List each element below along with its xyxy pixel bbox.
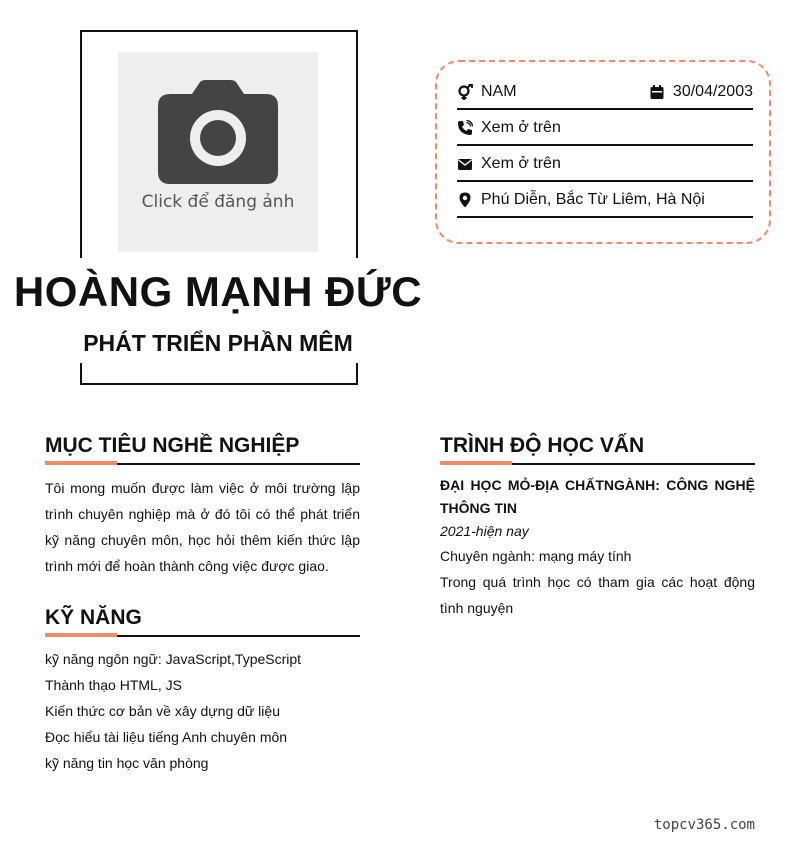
avatar-frame-bottom [80,363,358,385]
objective-title: MỤC TIÊU NGHỀ NGHIỆP [45,434,300,457]
job-title: PHÁT TRIỂN PHẦN MÊM [83,330,353,356]
footer-watermark: topcv365.com [653,817,755,833]
birthdate-value: 30/04/2003 [672,83,753,100]
address-row [457,184,753,218]
email-value: Xem ở trên [481,155,561,172]
gender-row [457,76,753,110]
calendar-icon [649,84,665,100]
gender-icon [457,84,473,100]
birthdate-group [649,83,753,101]
education-period: 2021-hiện nay [440,523,529,539]
skills-rule-accent [45,633,117,637]
skill-item: kỹ năng tin học văn phòng [45,755,209,771]
contact-box [435,60,771,244]
education-school: ĐẠI HỌC MỎ-ĐỊA CHẤTNGÀNH: CÔNG NGHỆ THÔNG TIN [440,477,755,516]
phone-row [457,112,753,146]
objective-text: Tôi mong muốn được làm việc ở môi trường lập trình chuyên nghiệp mà ở đó tôi có thể phát triển kỹ năng chuyên môn, học hỏi thêm kiến thức lập trình mới để hoàn thành công việc được giao. [45,480,360,574]
map-pin-icon [457,192,473,208]
skill-item: kỹ năng ngôn ngữ: JavaScript,TypeScript [45,651,302,667]
candidate-name: HOÀNG MẠNH ĐỨC [13,268,423,315]
skill-item: Thành thạo HTML, JS [45,677,182,693]
objective-rule-accent [45,461,117,465]
gender-value: NAM [481,83,517,100]
skill-item: Đọc hiểu tài liệu tiếng Anh chuyên môn [45,729,288,745]
phone-icon [457,120,473,136]
education-rule-accent [440,461,512,465]
avatar-upload[interactable] [118,52,318,252]
envelope-icon [457,156,473,172]
education-major: Chuyên ngành: mạng máy tính [440,548,632,564]
education-activity: Trong quá trình học có tham gia các hoạt động tình nguyện [440,574,755,616]
skill-item: Kiến thức cơ bản về xây dựng dữ liệu [45,703,280,719]
education-title: TRÌNH ĐỘ HỌC VẤN [440,434,645,457]
camera-icon [158,80,278,184]
photo-caption: Click để đăng ảnh [141,192,295,212]
email-row [457,148,753,182]
address-value: Phú Diễn, Bắc Từ Liêm, Hà Nội [481,191,705,208]
skills-title: KỸ NĂNG [45,606,142,629]
phone-value: Xem ở trên [481,119,561,136]
skills-list [45,646,360,776]
